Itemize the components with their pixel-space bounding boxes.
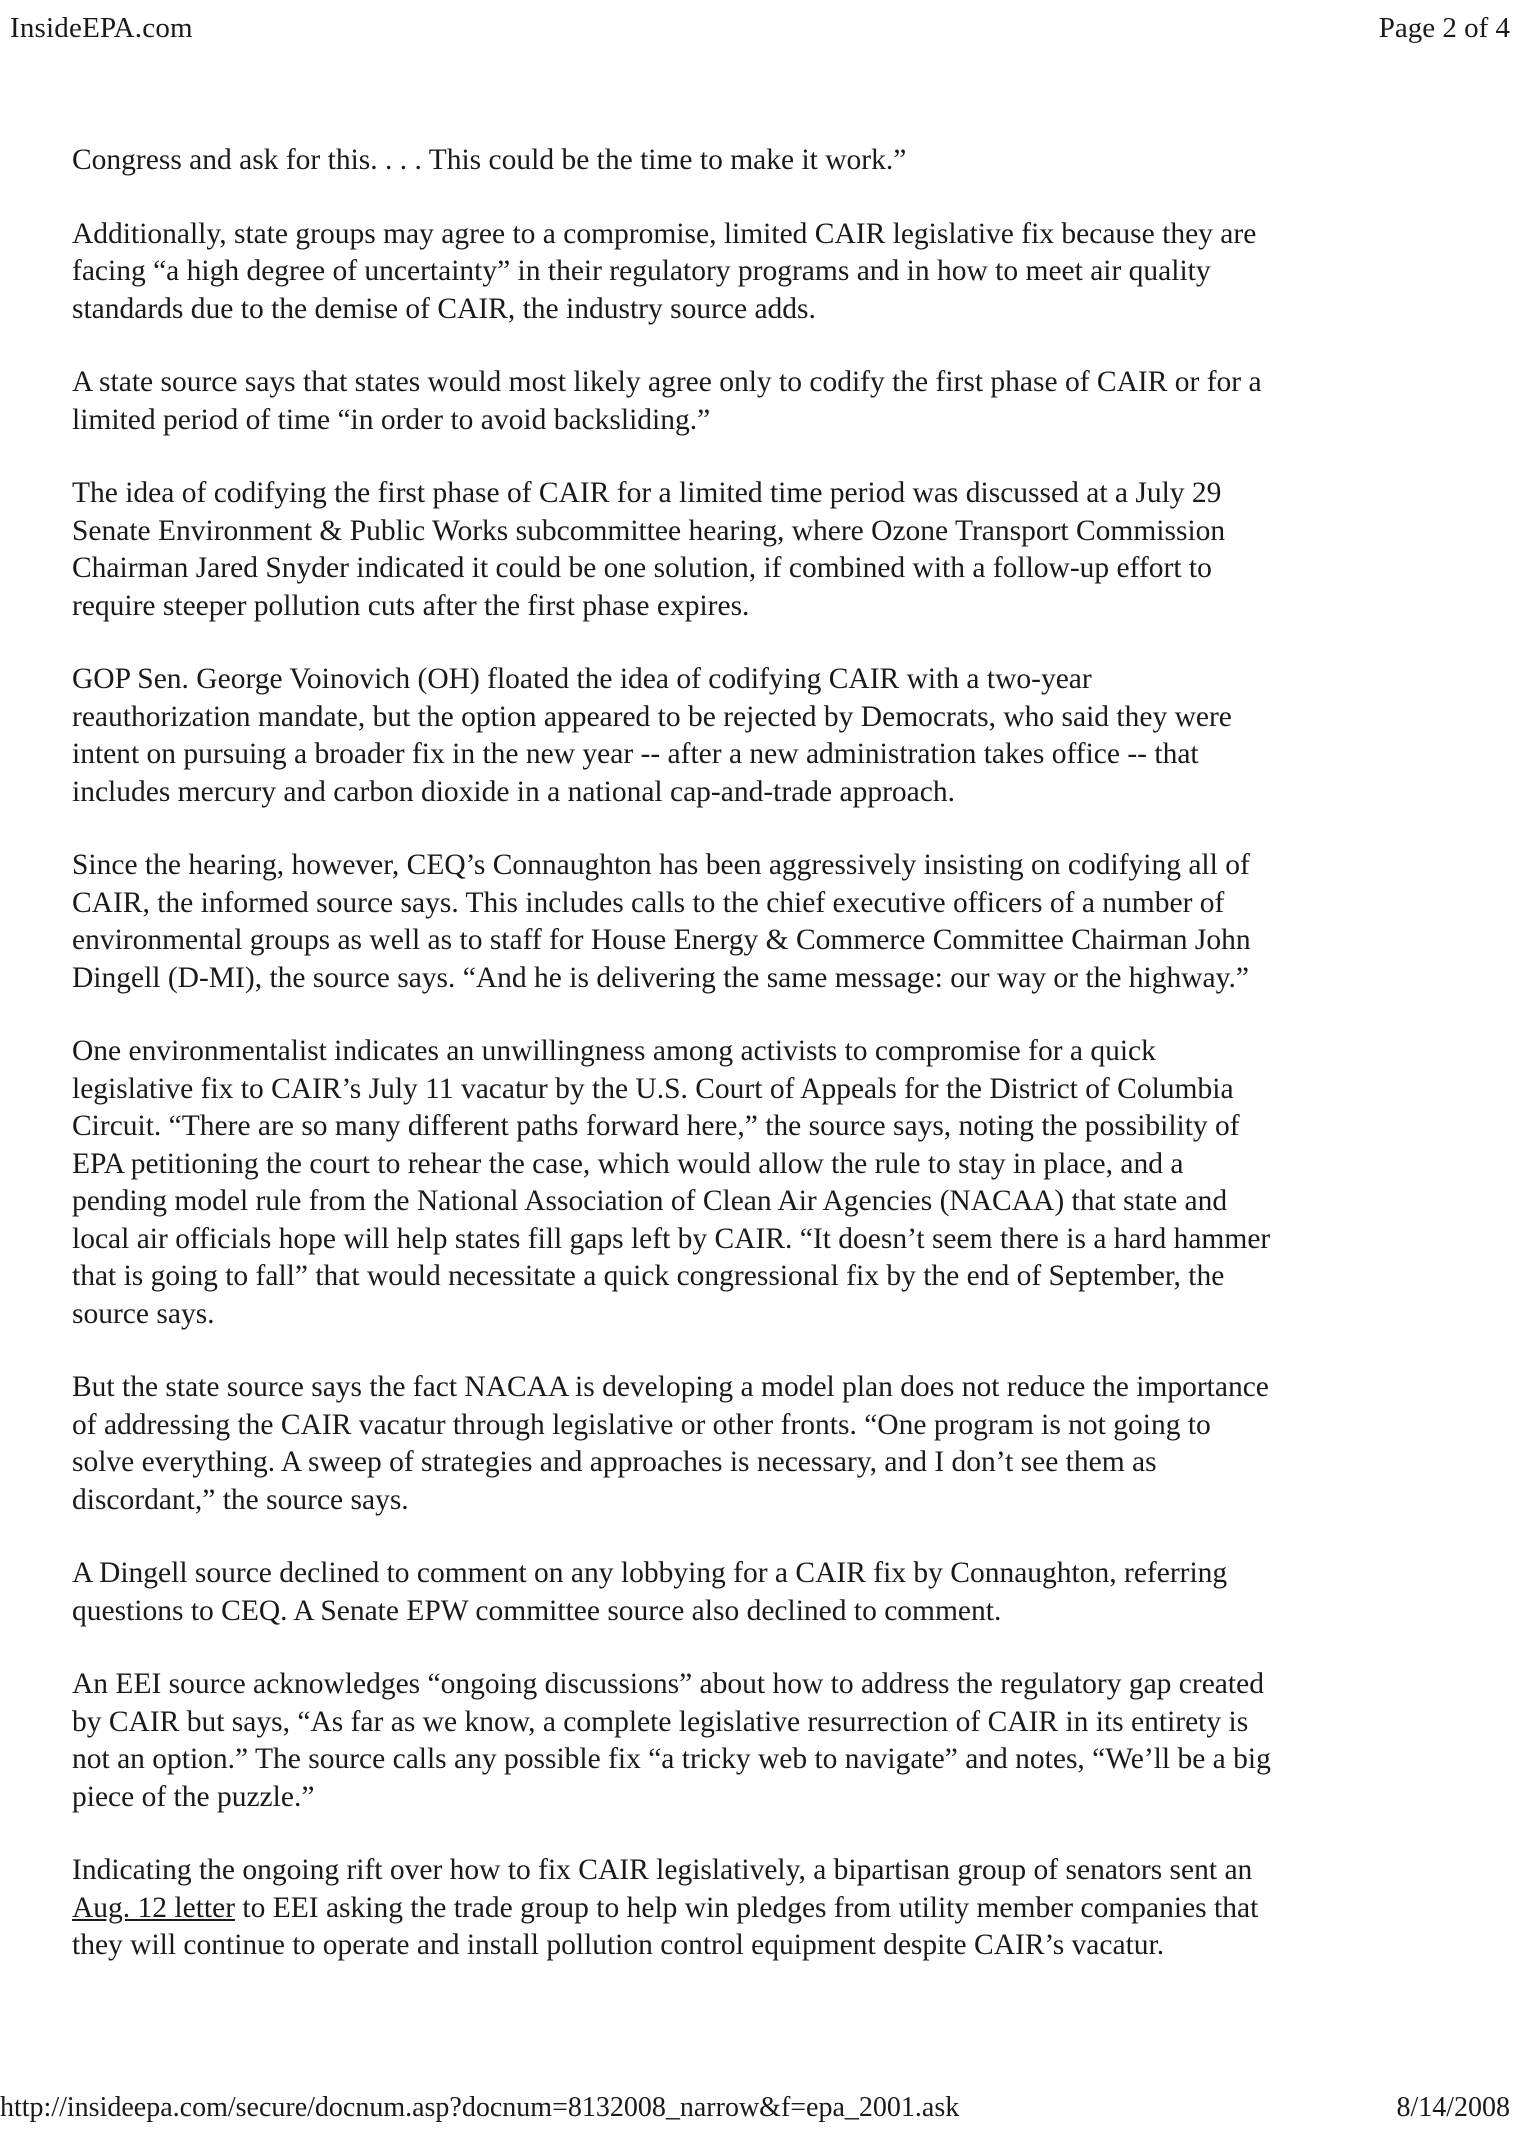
page-number: Page 2 of 4 <box>1378 12 1510 44</box>
paragraph: Additionally, state groups may agree to a compromise, limited CAIR legislative fix because they are facing “a high degree of uncertainty” in their regulatory programs and in how to meet air quality standards due to the demise of CAIR, the industry source adds. <box>72 217 1257 325</box>
page-url: http://insideepa.com/secure/docnum.asp?docnum=8132008_narrow&f=epa_2001.ask <box>0 2092 960 2123</box>
paragraph: One environmentalist indicates an unwillingness among activists to compromise for a quick legislative fix to CAIR’s July 11 vacatur by the U.S. Court of Appeals for the District of Columbia Circuit. “There are so many different paths forward here,” the source says, noting the possibility of EPA petitioning the court to rehear the case, which would allow the rule to stay in place, and a pending model rule from the National Association of Clean Air Agencies (NACAA) that state and local air officials hope will help states fill gaps left by CAIR. “It doesn’t seem there is a hard hammer that is going to fall” that would necessitate a quick congressional fix by the end of September, the source says. <box>72 1035 1271 1330</box>
paragraph: A Dingell source declined to comment on any lobbying for a CAIR fix by Connaughton, referring questions to CEQ. A Senate EPW committee source also declined to comment. <box>72 1557 1228 1627</box>
paragraph: The idea of codifying the first phase of CAIR for a limited time period was discussed at a July 29 Senate Environment & Public Works subcommittee hearing, where Ozone Transport Commission Chairman Jared Snyder indicated it could be one solution, if combined with a follow-up effort to require steeper pollution cuts after the first phase expires. <box>72 477 1226 622</box>
paragraph-text-before-link: Indicating the ongoing rift over how to fix CAIR legislatively, a bipartisan group of senators sent an <box>72 1854 1253 1886</box>
paragraph: Congress and ask for this. . . . This could be the time to make it work.” <box>72 144 907 176</box>
paragraph: An EEI source acknowledges “ongoing discussions” about how to address the regulatory gap created by CAIR but says, “As far as we know, a complete legislative resurrection of CAIR in its entirety is not an option.” The source calls any possible fix “a tricky web to navigate” and notes, “We’ll be a big piece of the puzzle.” <box>72 1668 1271 1813</box>
print-date: 8/14/2008 <box>1396 2092 1510 2123</box>
paragraph: GOP Sen. George Voinovich (OH) floated the idea of codifying CAIR with a two-year reauthorization mandate, but the option appeared to be rejected by Democrats, who said they were intent on pursuing a broader fix in the new year -- after a new administration takes office -- that includes mercury and carbon dioxide in a national cap-and-trade approach. <box>72 663 1232 808</box>
article-body <box>72 142 1452 2001</box>
paragraph: A state source says that states would most likely agree only to codify the first phase of CAIR or for a limited period of time “in order to avoid backsliding.” <box>72 366 1262 436</box>
paragraph-with-link <box>72 1852 1452 1965</box>
paragraph: But the state source says the fact NACAA is developing a model plan does not reduce the importance of addressing the CAIR vacatur through legislative or other fronts. “One program is not going to solve everything. A sweep of strategies and approaches is necessary, and I don’t see them as discordant,” the source says. <box>72 1371 1269 1516</box>
paragraph: Since the hearing, however, CEQ’s Connaughton has been aggressively insisting on codifying all of CAIR, the informed source says. This includes calls to the chief executive officers of a number of environmental groups as well as to staff for House Energy & Commerce Committee Chairman John Dingell (D-MI), the source says. “And he is delivering the same message: our way or the highway.” <box>72 849 1251 994</box>
aug-12-letter-link[interactable]: Aug. 12 letter <box>72 1891 236 1924</box>
site-name: InsideEPA.com <box>10 12 193 44</box>
paragraph-text-after-link: to EEI asking the trade group to help win pledges from utility member companies that they will continue to operate and install pollution control equipment despite CAIR’s vacatur. <box>72 1891 1259 1961</box>
